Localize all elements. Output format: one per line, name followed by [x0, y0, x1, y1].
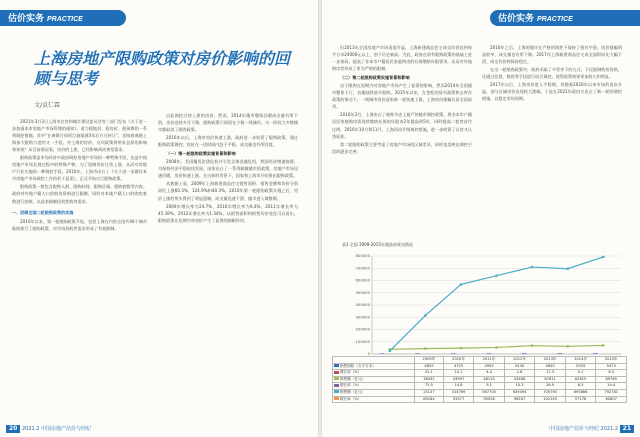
- line-point-2013年: [531, 344, 534, 347]
- paragraph: 第二轮限购政策主要考虑了房地产市场的区域差异，同时也反映出调控手段的逐步完善。: [332, 141, 472, 154]
- table-cell: 96507: [504, 396, 535, 403]
- table-cell: 25137: [415, 389, 444, 396]
- table-cell: 709790: [535, 389, 566, 396]
- chart-data-table: [332, 356, 627, 403]
- table-cell: 销售面积（万平方米）: [333, 363, 415, 370]
- table-cell: 14.4: [596, 383, 627, 390]
- footer-text: 中国房地产估价与经纪 2021.2: [548, 426, 619, 432]
- table-header-cell: 2013年: [535, 357, 566, 364]
- y-tick-label: 700000: [355, 265, 370, 271]
- y-tick-label: 0: [367, 351, 370, 357]
- table-cell: 17.3: [535, 370, 566, 377]
- table-cell: 792781: [596, 389, 627, 396]
- legend-swatch: [334, 364, 339, 367]
- paragraph: 以此调控过快上涨的房价。然而，2014年楼市整体回暖成交量有所下滑，房价连续多月下降，限购政策只保留在少数一线城市。这一阶段大多数城市都取消了限购政策。: [158, 113, 298, 133]
- table-row: [333, 383, 627, 390]
- paragraph: 限购政策是市场经济中政府调控房地产市场的一种特殊手段，也是中国房地产市场发展过程中的特殊产物。为了遏制房价过快上涨，从而对房地产行业实施的一种调控手段。2010年，上海市出台了《关于进一步做好本市房地产市场调控工作的若干意见》，正式开始实行限购政策。: [12, 155, 147, 182]
- section-banner-left: [0, 10, 126, 26]
- table-cell: 38432: [415, 376, 444, 383]
- line-point-2012年: [495, 274, 498, 277]
- table-cell: 48110: [474, 376, 505, 383]
- legend-swatch: [334, 390, 339, 393]
- left-page: [0, 0, 318, 437]
- table-header-cell: 2015年: [596, 357, 627, 364]
- table-cell: 9.1: [474, 383, 505, 390]
- right-page: [322, 0, 640, 437]
- table-row: [333, 396, 627, 403]
- paragraph: 2017年以后，上海房价进入平稳期，但随着2020年以来市场的再次升温，部分区域房价出现较大涨幅，于是在2021年政府又出台了新一轮的调控措施，以稳定市场预期。: [482, 82, 622, 102]
- bar-1-2011年: [451, 353, 456, 354]
- table-cell: 5430: [504, 363, 535, 370]
- table-cell: 639494: [504, 389, 535, 396]
- y-tick-label: 800000: [355, 253, 370, 259]
- table-cell: 6.5: [596, 370, 627, 377]
- left-footer: [6, 425, 91, 433]
- table-cell: 53377: [443, 396, 474, 403]
- left-column-2: [158, 112, 298, 423]
- table-header-cell: 2014年: [565, 357, 596, 364]
- paragraph: 2016年以后，上海市房价快速上涨，政府进一步收紧了限购政策。通过限购政策调控，房价在一段时间内趋于平稳，成交量也有所回落。: [158, 135, 298, 148]
- table-cell: 9.1: [565, 370, 596, 377]
- table-header-row: [333, 357, 627, 364]
- table-cell: 5850: [535, 363, 566, 370]
- paragraph: 2021年3月3日上海市住房和城乡建设委员会等三部门发布《关于进一步加强本市房地产市场管理的通知》，着力稳地价、稳房价、稳预期的一系列调控措施。其中“在离婚合同项目查案满3年后方可转让”，意味着离婚上海加大限购力度的又一手段。对上海的房价，这项政策将带来怎样的影响和效果？从目前情况看，房价的上涨，已经影响到改善型需求。: [12, 119, 147, 153]
- table-cell: 42.1: [415, 370, 444, 377]
- table-cell: 567705: [474, 389, 505, 396]
- line-point-2011年: [460, 283, 463, 286]
- table-header-cell: [333, 357, 415, 364]
- table-cell: 增长率（%）: [333, 396, 415, 403]
- line-point-2012年: [495, 346, 498, 349]
- table-cell: 62807: [596, 396, 627, 403]
- legend-swatch: [334, 397, 339, 400]
- table-cell: 102145: [535, 396, 566, 403]
- y-tick-label: 600000: [355, 277, 370, 283]
- paragraph: 2008年，美国爆发次贷危机并引发全球金融危机，我国经济增速放缓。为保持经济平稳较快发展，国家出台了一系列刺激楼市的政策，房地产市场迅速回暖，房价快速上涨。在这样的背景下，国家和上海市开始推出限购政策。: [158, 159, 298, 179]
- table-cell: 4993: [474, 363, 505, 370]
- subsection-heading: （二）第二轮限购政策实施背景和影响: [340, 75, 410, 81]
- paragraph: 限购政策一般包含限购人群、限购时间、限购区域、限购套数等内容。政府对外地户籍人口的购房资格进行限制，同时对本地户籍人口的购房套数进行控制，以此来抑制投机性购房需求。: [12, 184, 147, 204]
- right-footer: [549, 425, 634, 433]
- table-cell: 销售额（亿元）: [333, 389, 415, 396]
- line-point-2015年: [602, 256, 605, 259]
- table-cell: 增长率（%）: [333, 383, 415, 390]
- paragraph: 2010年以来，第一轮限购政策开始，包括上海在内的全国共46个城市陆续推行了限购政策，对市场投机性需求形成了有效抑制。: [12, 218, 147, 231]
- article-author: 文/袁仁霖: [34, 102, 61, 109]
- paragraph: 2016年之后，上海的楼市在严格的调控下保持了相对平稳，房价涨幅明显收窄，成交量也有所下降。2017年上海新建商品住宅成交面积同比大幅下滑，成交均价则保持稳定。: [482, 45, 622, 65]
- paragraph: 由于限购在短期内对房地产市场产生了显著的影响，然而2014年全国楼市整体下行，各地陆续放开限购。2015年以来，在宽松的货币政策和去库存政策的推动下，一线城市房价迎来新一轮快速上涨，上海房价涨幅位居全国前列。: [332, 83, 472, 110]
- table-cell: 5473: [596, 363, 627, 370]
- line-point-2013年: [531, 266, 534, 269]
- page-number: 20: [6, 425, 20, 433]
- banner-sub: PRACTICE: [537, 16, 573, 23]
- line-point-2014年: [566, 345, 569, 348]
- paragraph: 在这一轮限购政策中，政府采取了多管齐下的方式，不仅限制购房资格，还通过信贷、税收等手段进行综合调控，使得政策效果更加持久和明显。: [482, 67, 622, 80]
- article-title: 上海房地产限购政策对房价影响的回顾与思考: [34, 51, 291, 88]
- table-cell: 75.5: [415, 383, 444, 390]
- table-cell: 57176: [565, 396, 596, 403]
- table-cell: 增长率（%）: [333, 370, 415, 377]
- line-point-2010年: [424, 314, 427, 317]
- page-number: 21: [620, 425, 634, 433]
- table-cell: 1.8: [504, 370, 535, 377]
- bar-1-2010年: [415, 353, 420, 354]
- table-header-cell: 2009年: [415, 357, 444, 364]
- sales-chart: [332, 250, 627, 358]
- figure-title: 表1 全国 2009-2015年商品房成交情况: [342, 242, 413, 247]
- bar-1-2009年: [380, 353, 385, 354]
- table-cell: 5933: [565, 363, 596, 370]
- section-banner-right: [490, 10, 640, 26]
- line-point-2009年: [388, 350, 391, 353]
- table-cell: 10.3: [504, 383, 535, 390]
- table-cell: 314769: [443, 389, 474, 396]
- paragraph: 2009年增长率为24.7%，2010年增长率为6.4%，2011年增长率为45.39%，2012年增长率为1.34%，从销售面积和销售均价变化可以看出，限购政策在短期内对房价产生了显著的抑制作用。: [158, 203, 298, 223]
- line-point-2010年: [424, 347, 427, 350]
- line-point-2015年: [602, 344, 605, 347]
- table-cell: 10.1: [443, 370, 474, 377]
- legend-swatch: [334, 377, 339, 380]
- table-header-cell: 2011年: [474, 357, 505, 364]
- table-header-cell: 2012年: [504, 357, 535, 364]
- legend-swatch: [334, 371, 339, 374]
- bar-1-2013年: [522, 353, 527, 354]
- paragraph: 2016年3月，上海出台了被称为史上最严的楼市调控政策，将非本市户籍居民家庭购房需连续缴纳社保的年限由2年提高到5年，同时提高二套房首付比例。2016年10月和11月，上海再次升级调控措施，进一步收紧了认房又认贷标准。: [332, 112, 472, 139]
- section-heading: 一、回顾全国二轮限购政策的实施: [12, 209, 74, 215]
- table-cell: 4.4: [474, 370, 505, 377]
- table-cell: 4725: [443, 363, 474, 370]
- table-cell: 26.9: [535, 383, 566, 390]
- table-row: [333, 363, 627, 370]
- paragraph: 从数据上看，2009年上海新建商品住宅销售面积、销售金额和均价分别同比上涨60.3%、124.9%和40.3%。2010年第一轮限购政策实施之后，房价上涨的势头得到了明显遏制，成交量迅速下滑，楼市进入调整期。: [158, 181, 298, 201]
- line-point-2011年: [460, 347, 463, 350]
- bar-1-2014年: [557, 353, 562, 354]
- table-cell: 89184: [415, 396, 444, 403]
- line-point-2014年: [566, 267, 569, 270]
- series-line-2: [390, 257, 603, 351]
- table-cell: 695866: [565, 389, 596, 396]
- right-column-2: [482, 44, 622, 240]
- table-cell: 6.3: [565, 383, 596, 390]
- y-tick-label: 200000: [355, 326, 370, 332]
- table-cell: 4859: [415, 363, 444, 370]
- bar-1-2012年: [486, 353, 491, 354]
- banner-label: 估价实务: [8, 13, 45, 23]
- y-tick-label: 400000: [355, 302, 370, 308]
- table-cell: 销售额（亿元）: [333, 376, 415, 383]
- banner-label: 估价实务: [498, 13, 535, 23]
- y-tick-label: 100000: [355, 338, 370, 344]
- table-row: [333, 376, 627, 383]
- y-tick-label: 300000: [355, 314, 370, 320]
- left-column-1: [12, 118, 147, 423]
- banner-sub: PRACTICE: [47, 16, 83, 23]
- table-cell: 90526: [474, 396, 505, 403]
- right-column-1: [332, 44, 472, 244]
- table-cell: 43997: [443, 376, 474, 383]
- table-row: [333, 389, 627, 396]
- table-cell: 14.8: [443, 383, 474, 390]
- bar-1-2015年: [593, 353, 598, 354]
- table-cell: 53468: [504, 376, 535, 383]
- table-header-cell: 2010年: [443, 357, 474, 364]
- subsection-heading: （一）第一轮限购政策实施背景和影响: [166, 151, 236, 157]
- paragraph: 但2013年全国房地产市场再度升温，上海新建商品住宅成交均价达到每平方米24000元以上，创下历史新高。为此，政府在原有限购政策的基础上进一步加码，提高了非本市户籍居民家庭购房的社保缴纳年限要求，从而对外地购房者形成了更为严格的限制。: [332, 45, 472, 72]
- legend-swatch: [334, 384, 339, 387]
- table-cell: 62815: [565, 376, 596, 383]
- y-tick-label: 500000: [355, 289, 370, 295]
- table-cell: 69769: [596, 376, 627, 383]
- table-cell: 67811: [535, 376, 566, 383]
- footer-text: 2021.2 中国房地产估价与经纪: [21, 426, 92, 432]
- table-row: [333, 370, 627, 377]
